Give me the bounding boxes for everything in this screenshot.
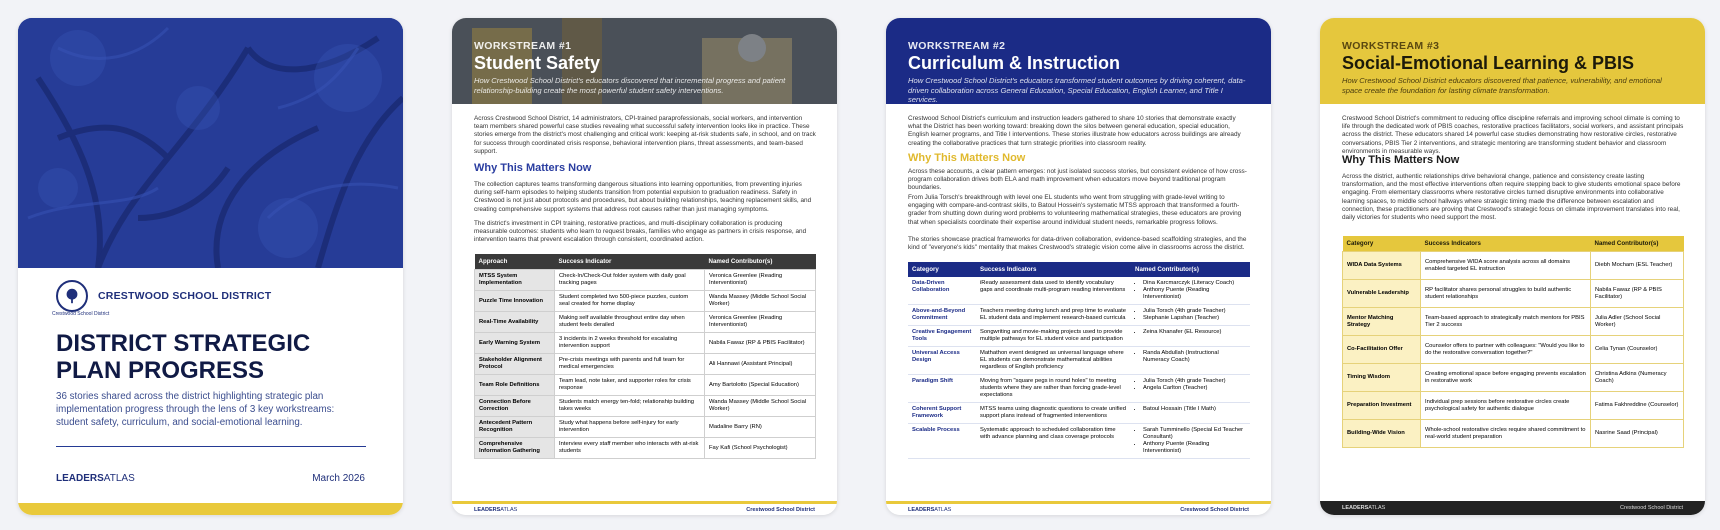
table-row	[1343, 308, 1684, 336]
workstream-subtitle: How Crestwood School District educators discovered that patience, vulnerability, and emotional space create the foundation for lasting climate transformation.	[1342, 76, 1662, 95]
contributor-name: • Julia Torsch (4th grade Teacher)	[1143, 308, 1246, 315]
indicator-cell: Check-In/Check-Out folder system with daily goal tracking pages	[555, 270, 705, 291]
page-footer	[1320, 501, 1705, 515]
contributor-cell: Nabila Fawaz (RP & PBIS Facilitator)	[1591, 280, 1684, 308]
approach-cell: Early Warning System	[475, 333, 555, 354]
table-header: Named Contributor(s)	[1131, 262, 1250, 277]
contributor-cell	[1131, 326, 1250, 347]
indicator-cell: Interview every staff member who interacts with at-risk students	[555, 438, 705, 459]
cover-date: March 2026	[312, 473, 365, 484]
table-header: Success Indicator	[555, 254, 705, 270]
indicator-cell: Whole-school restorative circles require shared commitment to real-world student preparation	[1421, 420, 1591, 448]
accent-bar	[18, 503, 403, 515]
section-heading: Why This Matters Now	[474, 162, 592, 174]
table-row	[908, 277, 1250, 305]
table-row	[475, 270, 816, 291]
page-footer	[452, 501, 837, 515]
category-cell: Building-Wide Vision	[1343, 420, 1421, 448]
contributor-cell	[1131, 403, 1250, 424]
section-heading: Why This Matters Now	[1342, 154, 1460, 166]
contributor-cell: Veronica Greenlee (Reading Interventionist)	[705, 312, 816, 333]
footer-brand: LEADERSATLAS	[1342, 505, 1386, 511]
category-cell: Mentor Matching Strategy	[1343, 308, 1421, 336]
table-header: Named Contributor(s)	[1591, 236, 1684, 252]
contributor-cell: Diebh Mocham (ESL Teacher)	[1591, 252, 1684, 280]
approach-cell: Connection Before Correction	[475, 396, 555, 417]
contributor-cell: Wanda Massey (Middle School Social Worker)	[705, 291, 816, 312]
workstream-2-page[interactable]	[886, 18, 1271, 515]
indicator-cell: Songwriting and movie-making projects used to provide multiple pathways for EL student voice and participation	[976, 326, 1131, 347]
category-cell: Data-Driven Collaboration	[908, 277, 976, 305]
table-row	[475, 375, 816, 396]
indicator-cell: Team-based approach to strategically match mentors for PBIS Tier 2 success	[1421, 308, 1591, 336]
contributor-cell: Celia Tynan (Counselor)	[1591, 336, 1684, 364]
table-row	[908, 326, 1250, 347]
table-header: Category	[908, 262, 976, 277]
workstream-subtitle: How Crestwood School District's educators transformed student outcomes by driving coherent, data-driven collaboration across General Education, Special Education, English Learner, and Title I services.	[908, 76, 1246, 104]
intro-text: Across Crestwood School District, 14 administrators, CPI-trained paraprofessionals, social workers, and intervention team members shared powerful case studies revealing what successful safety intervention looks like in practice. These stories emerge from the district's most challenging and critical work: keeping at-risk students safe, in school, and on track for success through coordinated crisis response, behavioral intervention plans, threat assessments, and team-based support.	[474, 115, 816, 155]
table-row	[908, 347, 1250, 375]
table-row	[1343, 336, 1684, 364]
contributor-cell: Wanda Massey (Middle School Social Worker)	[705, 396, 816, 417]
contributor-cell: Julia Adler (School Social Worker)	[1591, 308, 1684, 336]
cover-page[interactable]	[18, 18, 403, 515]
indicator-cell: 3 incidents in 2 weeks threshold for escalating intervention support	[555, 333, 705, 354]
paragraph-3: The stories showcase practical frameworks for data-driven collaboration, evidence-based scaffolding strategies, and the kind of "everyone's kids" mentality that makes Crestwood's strategic vision come alive in classrooms across the district.	[908, 236, 1247, 252]
page-header	[452, 18, 837, 104]
org-block	[52, 280, 272, 317]
table-row	[475, 396, 816, 417]
table-row	[908, 305, 1250, 326]
workstream-label: WORKSTREAM #3	[1342, 40, 1440, 52]
seal-text: Crestwood School District	[52, 311, 110, 317]
indicator-cell: Teachers meeting during lunch and prep time to evaluate EL student data and implement research-based curricula	[976, 305, 1131, 326]
indicator-cell: Moving from "square pegs in round holes" to meeting students where they are rather than forcing grade-level expectations	[976, 375, 1131, 403]
footer-org: Crestwood School District	[746, 506, 815, 513]
paragraph-2: The district's investment in CPI training, restorative practices, and multi-disciplinary collaboration is producing measurable outcomes: students who learn to request breaks, families who engage as partners in crisis response, and intervention teams that prevent escalation through consistent, coordinated action.	[474, 220, 807, 244]
workstream-label: WORKSTREAM #1	[474, 40, 572, 52]
footer-org: Crestwood School District	[1180, 506, 1249, 513]
category-cell: WIDA Data Systems	[1343, 252, 1421, 280]
indicator-cell: Individual prep sessions before restorative circles create psychological safety for authentic dialogue	[1421, 392, 1591, 420]
category-cell: Scalable Process	[908, 424, 976, 459]
category-cell: Above-and-Beyond Commitment	[908, 305, 976, 326]
approach-cell: MTSS System Implementation	[475, 270, 555, 291]
table-row	[1343, 392, 1684, 420]
table-header: Named Contributor(s)	[705, 254, 816, 270]
approach-cell: Puzzle Time Innovation	[475, 291, 555, 312]
paragraph-1: Across these accounts, a clear pattern emerges: not just isolated success stories, but consistent evidence of how cross-program collaboration drives both ELA and math improvement when educators move beyond traditional program boundaries.	[908, 168, 1247, 192]
indicator-cell: Systematic approach to scheduled collaboration time with advance planning and class coverage protocols	[976, 424, 1131, 459]
indicator-cell: Mathathon event designed as universal language where EL students can demonstrate mathematical abilities regardless of English proficiency	[976, 347, 1131, 375]
district-logo	[52, 280, 110, 317]
paragraph-1: Across the district, authentic relationships drive behavioral change, patience and consistency create lasting transformation, and the most effective interventions often require stepping back to give students emotional space before engaging. From elementary classrooms where restorative circles turned disruptive environments into collaborative learning spaces, to middle school hallways where strategic timing made the difference between escalation and connection, these practitioners are proving that Crestwood's strategic focus on climate improvement translates into real, daily victories for students who need support the most.	[1342, 173, 1681, 222]
contributor-cell: Ali Hannawi (Assistant Principal)	[705, 354, 816, 375]
indicator-cell: iReady assessment data used to identify vocabulary gaps and coordinate multi-program reading interventions	[976, 277, 1131, 305]
cover-title: DISTRICT STRATEGIC PLAN PROGRESS	[56, 330, 311, 384]
contributor-name: • Julia Torsch (4th grade Teacher)	[1143, 378, 1246, 385]
table-row	[1343, 420, 1684, 448]
footer-org: Crestwood School District	[1620, 505, 1683, 511]
contributor-name: • Batoul Hossain (Title I Math)	[1143, 406, 1246, 413]
page-footer	[886, 501, 1271, 515]
footer-brand: LEADERSATLAS	[908, 506, 952, 513]
tree-icon	[63, 287, 81, 305]
indicator-cell: Students match energy ten-fold; relationship building takes weeks	[555, 396, 705, 417]
approach-cell: Stakeholder Alignment Protocol	[475, 354, 555, 375]
category-cell: Coherent Support Framework	[908, 403, 976, 424]
indicator-cell: Comprehensive WIDA score analysis across all domains enabled targeted EL instruction	[1421, 252, 1591, 280]
workstream-title: Social-Emotional Learning & PBIS	[1342, 53, 1635, 73]
table-header: Category	[1343, 236, 1421, 252]
indicator-cell: Study what happens before self-injury for early intervention	[555, 417, 705, 438]
table-row	[475, 417, 816, 438]
table-row	[475, 291, 816, 312]
workstream-title: Student Safety	[474, 53, 601, 73]
workstream-subtitle: How Crestwood School District's educators discovered that incremental progress and patient relationship-building create the most powerful student safety interventions.	[474, 76, 786, 95]
table-row	[908, 403, 1250, 424]
contributor-cell: Nasrine Saad (Principal)	[1591, 420, 1684, 448]
table-row	[1343, 364, 1684, 392]
contributor-name: • Sarah Tumminello (Special Ed Teacher Consultant)	[1143, 427, 1246, 441]
contributor-cell: Veronica Greenlee (Reading Interventionist)	[705, 270, 816, 291]
table-row	[475, 354, 816, 375]
table-header: Success Indicators	[1421, 236, 1591, 252]
table-row	[475, 312, 816, 333]
contributor-name: • Dina Karcmarczyk (Literacy Coach)	[1143, 280, 1246, 287]
divider	[56, 446, 366, 447]
workstream-label: WORKSTREAM #2	[908, 40, 1006, 52]
contributor-cell: Nabila Fawaz (RP & PBIS Facilitator)	[705, 333, 816, 354]
table-row	[908, 375, 1250, 403]
contributor-name: • Stephanie Lapshan (Teacher)	[1143, 315, 1246, 322]
page-header	[886, 18, 1271, 104]
indicator-cell: RP facilitator shares personal struggles to build authentic student relationships	[1421, 280, 1591, 308]
table-row	[908, 424, 1250, 459]
category-cell: Creative Engagement Tools	[908, 326, 976, 347]
cover-subtitle: 36 stories shared across the district highlighting strategic plan implementation progress through the lens of 3 key workstreams: student safety, curriculum, and social-emotional learning.	[56, 391, 335, 428]
table-row	[475, 438, 816, 459]
approach-table	[474, 254, 816, 459]
approach-cell: Real-Time Availability	[475, 312, 555, 333]
table-row	[1343, 280, 1684, 308]
brand-logo: LEADERSATLAS	[56, 473, 135, 484]
category-cell: Timing Wisdom	[1343, 364, 1421, 392]
category-cell: Co-Facilitation Offer	[1343, 336, 1421, 364]
table-header: Approach	[475, 254, 555, 270]
contributor-cell	[1131, 424, 1250, 459]
intro-text: Crestwood School District's commitment to reducing office discipline referrals and improving school climate is coming to life through the dedicated work of PBIS coaches, restorative practices facilitators, social workers, and assistant principals across the district. These educators shared 14 powerful case studies demonstrating how restorative circles, restorative conversations, PBIS Tier 2 interventions, and strategic mentoring are transforming student behavior and classroom environments in measurable ways.	[1342, 115, 1684, 155]
footer-brand: LEADERSATLAS	[474, 506, 518, 513]
category-cell: Paradigm Shift	[908, 375, 976, 403]
contributor-cell	[1131, 305, 1250, 326]
paragraph-1: The collection captures teams transforming dangerous situations into learning opportunities, from preventing injuries during self-harm episodes to helping students transition from potential expulsion to graduation readiness. Safety in Crestwood is not just about protocols and procedures, but about building relationships, teaching replacement skills, and creating comprehensive support systems that address root causes rather than just managing symptoms.	[474, 181, 812, 213]
indicator-cell: MTSS teams using diagnostic questions to create unified support plans instead of fragmented interventions	[976, 403, 1131, 424]
indicator-cell: Creating emotional space before engaging prevents escalation in restorative work	[1421, 364, 1591, 392]
category-cell: Universal Access Design	[908, 347, 976, 375]
contributor-name: • Zeina Khanafer (EL Resource)	[1143, 329, 1246, 336]
category-cell: Preparation Investment	[1343, 392, 1421, 420]
category-table	[1342, 236, 1684, 448]
table-row	[1343, 252, 1684, 280]
category-cell: Vulnerable Leadership	[1343, 280, 1421, 308]
table-header: Success Indicators	[976, 262, 1131, 277]
workstream-title: Curriculum & Instruction	[908, 53, 1121, 73]
workstream-3-page[interactable]	[1320, 18, 1705, 515]
indicator-cell: Counselor offers to partner with colleagues: "Would you like to do the restorative conversation together?"	[1421, 336, 1591, 364]
indicator-cell: Making self available throughout entire day when student feels derailed	[555, 312, 705, 333]
contributor-cell: Amy Bartolotto (Special Education)	[705, 375, 816, 396]
approach-cell: Antecedent Pattern Recognition	[475, 417, 555, 438]
cover-image	[18, 18, 403, 268]
contributor-cell: Madaline Barry (RN)	[705, 417, 816, 438]
contributor-cell: Fatima Fakhreddine (Counselor)	[1591, 392, 1684, 420]
table-row	[475, 333, 816, 354]
org-name: CRESTWOOD SCHOOL DISTRICT	[98, 290, 272, 302]
category-table	[908, 262, 1250, 459]
contributor-cell	[1131, 347, 1250, 375]
page-header	[1320, 18, 1705, 104]
contributor-cell	[1131, 375, 1250, 403]
contributor-cell: Christina Adkins (Numeracy Coach)	[1591, 364, 1684, 392]
section-heading: Why This Matters Now	[908, 152, 1026, 164]
contributor-name: • Anthony Puente (Reading Interventionist)	[1143, 441, 1246, 455]
indicator-cell: Student completed two 500-piece puzzles, custom seal created for home display	[555, 291, 705, 312]
contributor-name: • Anthony Puente (Reading Interventionist)	[1143, 287, 1246, 301]
contributor-cell	[1131, 277, 1250, 305]
paragraph-2: From Julia Torsch's breakthrough with level one EL students who went from struggling with grade-level writing to engaging with compare-and-contrast skills, to Batoul Hossein's systematic MTSS approach that transformed a fourth-grader from shutting down during word problems to volunteering mathematical strategies, these educators are proving that when specialists coordinate their expertise around individual student needs, remarkable progress follows.	[908, 194, 1242, 226]
contributor-name: • Angela Carlton (Teacher)	[1143, 385, 1246, 392]
intro-text: Crestwood School District's curriculum and instruction leaders gathered to share 10 stories that demonstrate exactly what the District has been working toward: breaking down the silos between general education, special education, English learner programs, and Title I interventions. These stories illustrate how educators across buildings are already creating the collaborative practices that turn strategic priorities into classroom reality.	[908, 115, 1241, 147]
workstream-1-page[interactable]	[452, 18, 837, 515]
indicator-cell: Pre-crisis meetings with parents and full team for medical emergencies	[555, 354, 705, 375]
contributor-name: • Randa Abdullah (Instructional Numeracy Coach)	[1143, 350, 1246, 364]
approach-cell: Comprehensive Information Gathering	[475, 438, 555, 459]
approach-cell: Team Role Definitions	[475, 375, 555, 396]
contributor-cell: Fay Kafi (School Psychologist)	[705, 438, 816, 459]
indicator-cell: Team lead, note taker, and supporter roles for crisis response	[555, 375, 705, 396]
